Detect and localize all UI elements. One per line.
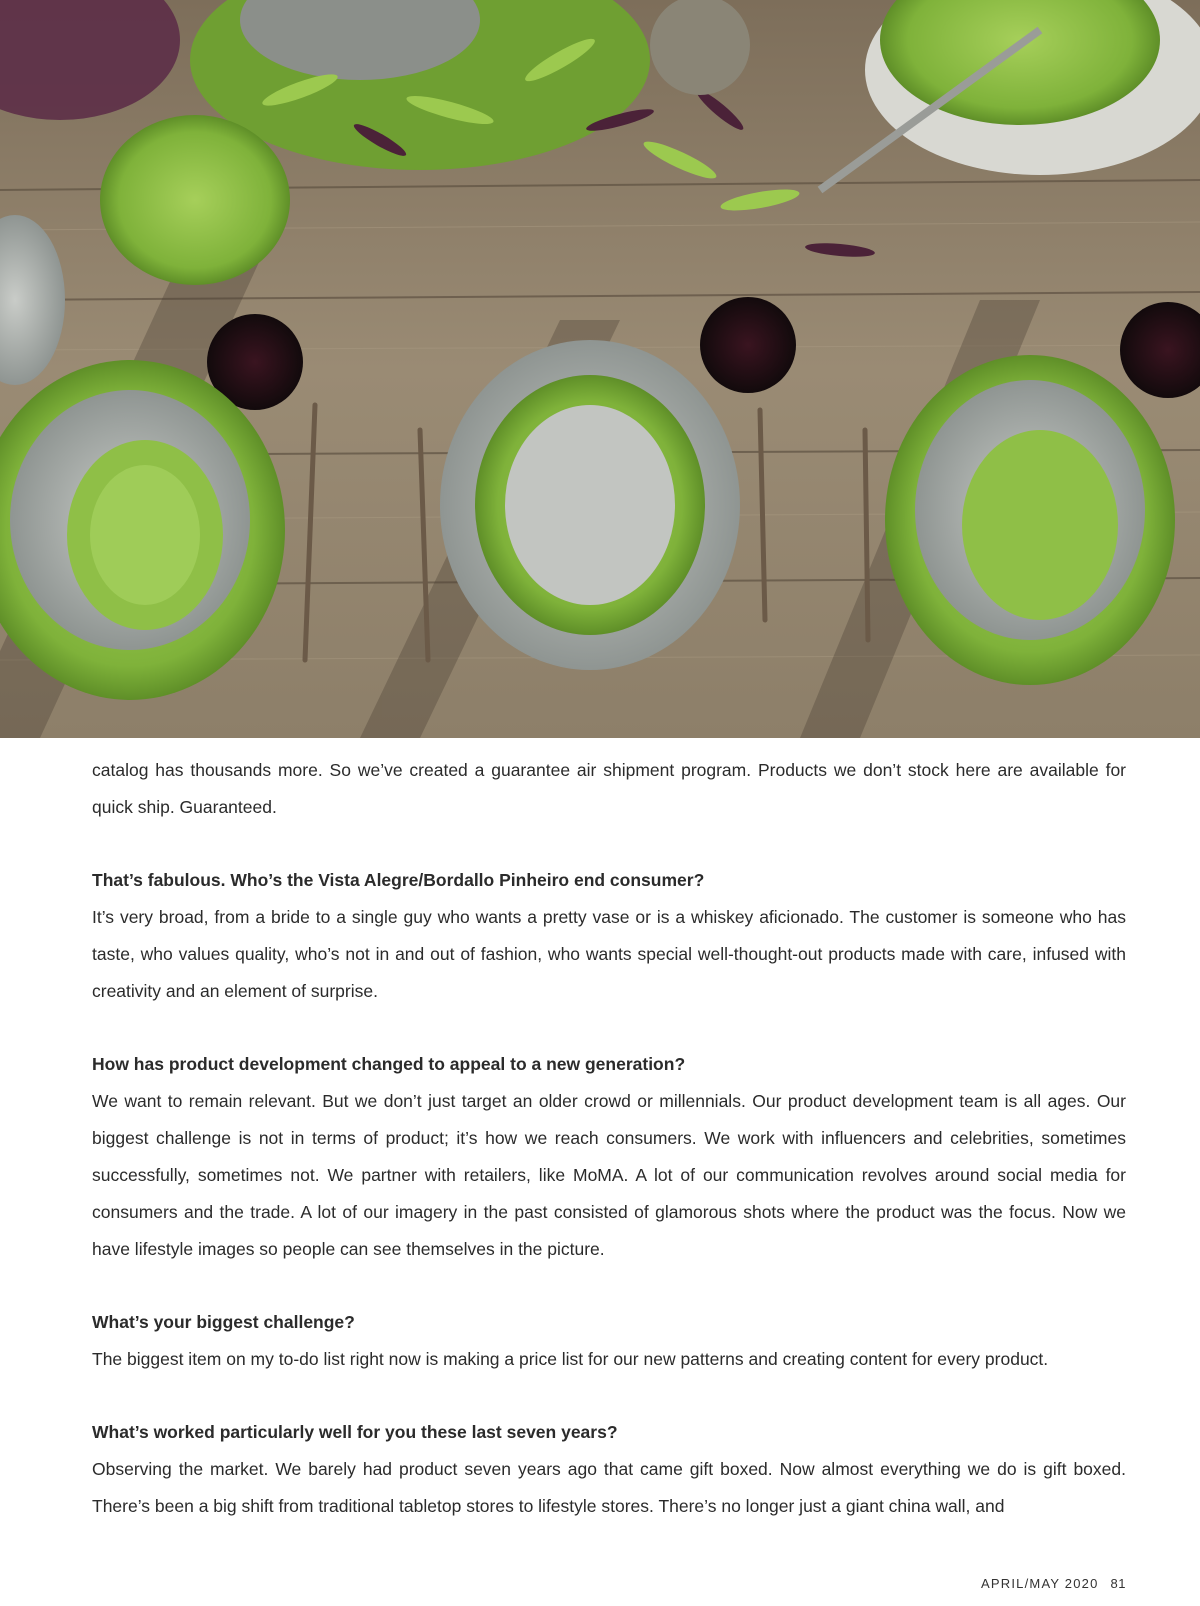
page-number: 81 — [1110, 1576, 1126, 1591]
question-heading: What’s your biggest challenge? — [92, 1312, 355, 1332]
answer-paragraph: Observing the market. We barely had product seven years ago that came gift boxed. Now almost everything we do is gift boxed. There’s been a big shift from traditional tabletop stores to lifestyle stores. There’s no longer just a giant china wall, and — [92, 1459, 1126, 1516]
answer-paragraph: We want to remain relevant. But we don’t just target an older crowd or millennials. Our product development team is all ages. Our biggest challenge is not in terms of product; it’s how we reach consumers. We work with influencers and celebrities, sometimes successfully, sometimes not. We partner with retailers, like MoMA. A lot of our communication revolves around social media for consumers and the trade. A lot of our imagery in the past consisted of glamorous shots where the product was the focus. Now we have lifestyle images so people can see themselves in the picture. — [92, 1091, 1126, 1259]
issue-date: APRIL/MAY 2020 — [981, 1576, 1099, 1591]
article-body — [92, 752, 1126, 1525]
page-footer — [940, 1576, 1126, 1591]
table-setting-photo-icon — [0, 0, 1200, 738]
answer-paragraph: It’s very broad, from a bride to a single guy who wants a pretty vase or is a whiskey aficionado. The customer is someone who has taste, who values quality, who’s not in and out of fashion, who wants special well-thought-out products made with care, infused with creativity and an element of surprise. — [92, 907, 1126, 1001]
question-heading: That’s fabulous. Who’s the Vista Alegre/Bordallo Pinheiro end consumer? — [92, 870, 705, 890]
answer-paragraph: The biggest item on my to-do list right now is making a price list for our new patterns and creating content for every product. — [92, 1349, 1049, 1369]
question-heading: What’s worked particularly well for you these last seven years? — [92, 1422, 618, 1442]
question-heading: How has product development changed to appeal to a new generation? — [92, 1054, 686, 1074]
hero-photo — [0, 0, 1200, 738]
intro-paragraph: catalog has thousands more. So we’ve created a guarantee air shipment program. Products we don’t stock here are available for quick ship. Guaranteed. — [92, 760, 1126, 817]
